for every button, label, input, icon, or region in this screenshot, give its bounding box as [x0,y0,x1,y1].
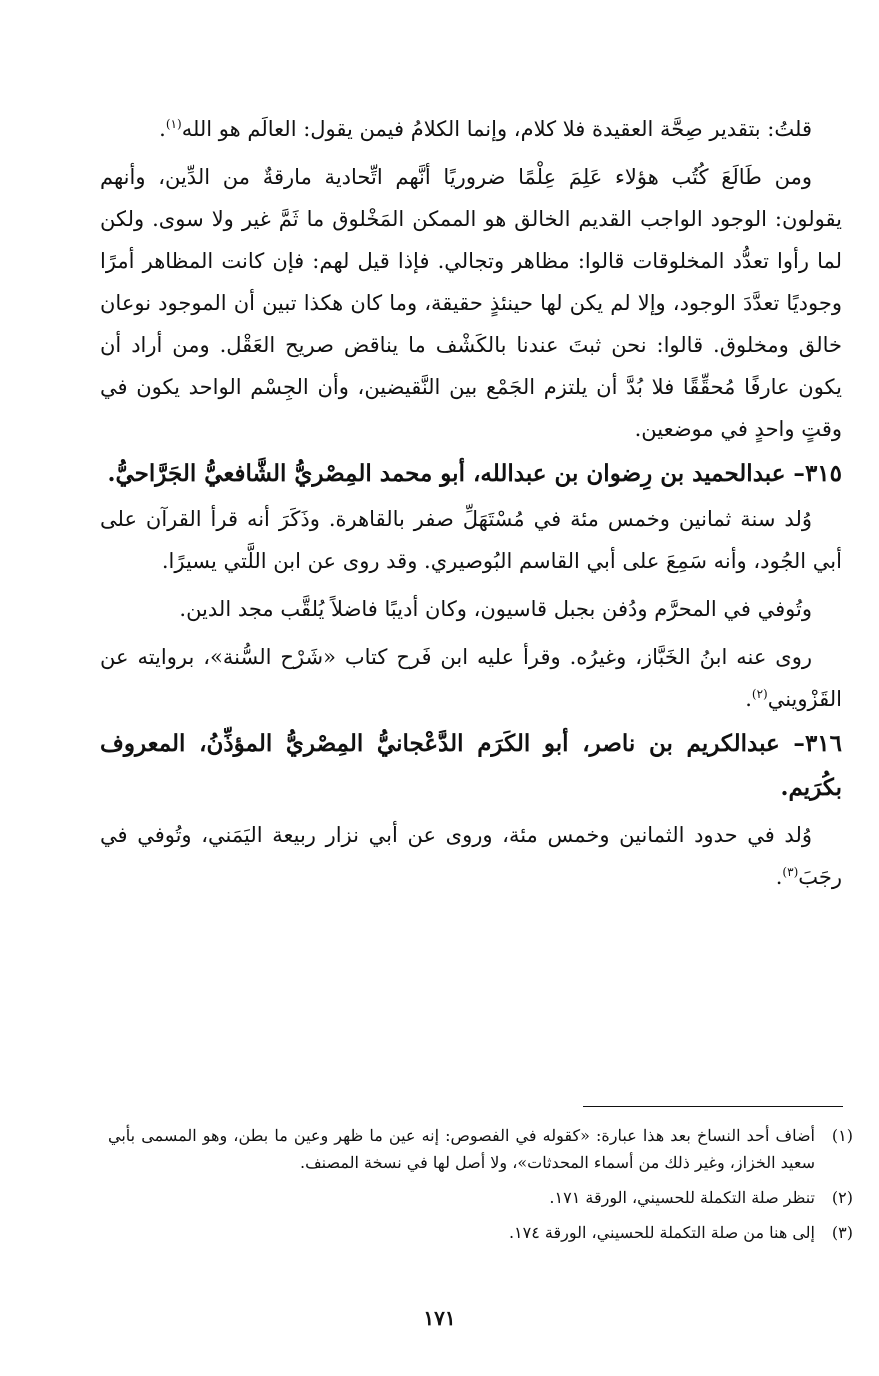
footnote-ref-1: (١) [165,117,182,131]
paragraph-316-birth [100,814,842,898]
paragraph-text: قلتُ: بتقدير صِحَّة العقيدة فلا كلام، وإنما الكلامُ فيمن يقول: العالَم هو الله [181,117,812,141]
page-number: ١٧١ [423,1306,456,1330]
paragraph-text: ومن طَالَعَ كُتُب هؤلاء عَلِمَ عِلْمًا ضروريًا أنَّهم اتِّحادية مارقةٌ من الدِّين، وأنهم يقولون: الوجود الواجب القديم الخالق هو الممكن المَخْلوق ما ثَمَّ غير ولا سوى. ولكن لما رأوا تعدُّد المخلوقات قالوا: مظاهر وتجالي. فإذا قيل لهم: فإن كانت المظاهر أمرًا وجوديًا تعدَّدَ الوجود، وإلا لم يكن لها حينئذٍ حقيقة، وما كان هكذا تبين أن الموجود نوعان خالق ومخلوق. قالوا: نحن ثبتَ عندنا بالكَشْف ما يناقض صريح العَقْل. ومن أراد أن يكون عارفًا مُحقِّقًا فلا بُدَّ أن يلتزم الجَمْع بين النَّقيضين، وأن الجِسْم الواحد يكون في وقتٍ واحدٍ في موضعين. [100,165,842,441]
paragraph-end: . [775,865,783,889]
paragraph-end: . [159,117,166,141]
paragraph-comment [100,108,842,150]
footnote-text: تنظر صلة التكملة للحسيني، الورقة ١٧١. [549,1188,815,1207]
paragraph-315-narrators [100,636,842,720]
footnote-separator [583,1106,843,1107]
footnote-text: أضاف أحد النساخ بعد هذا عبارة: «كقوله في الفصوص: إنه عين ما ظهر وعين ما بطن، وهو المسمى بأبي سعيد الخزاز، وغير ذلك من أسماء المحدثات»، ولا أصل لها في نسخة المصنف. [108,1126,815,1172]
footnote-ref-2: (٢) [751,687,768,701]
paragraph-text: وُلد في حدود الثمانين وخمس مئة، وروى عن أبي نزار ربيعة اليَمَني، وتُوفي في رجَبَ [100,823,842,889]
footnote-number: (٣) [831,1223,853,1242]
paragraph-315-death [100,588,842,630]
footnotes [108,1122,853,1254]
paragraph-text: وتُوفي في المحرَّم ودُفن بجبل قاسيون، وكان أديبًا فاضلاً يُلقَّب مجد الدين. [179,597,812,621]
paragraph-ittihadiya [100,156,842,450]
paragraph-315-birth [100,498,842,582]
footnote-1 [108,1122,853,1176]
entry-heading-315: ٣١٥– عبدالحميد بن رِضوان بن عبدالله، أبو محمد المِصْريُّ الشَّافعيُّ الجَرَّاحيُّ. [107,460,842,487]
footnote-ref-3: (٣) [782,865,799,879]
paragraph-text: روى عنه ابنُ الخَبَّاز، وغيرُه. وقرأ عليه ابن فَرح كتاب «شَرْح السُّنة»، بروايته عن القَزْويني [100,645,842,711]
footnote-number: (٢) [831,1188,853,1207]
footnote-2 [108,1184,853,1211]
entry-heading-316: ٣١٦– عبدالكريم بن ناصر، أبو الكَرَم الدَّعْجانيُّ المِصْريُّ المؤذِّنُ، المعروف بكُرَيم. [100,730,842,801]
main-text [100,108,842,898]
footnote-number: (١) [831,1126,853,1145]
paragraph-text: وُلد سنة ثمانين وخمس مئة في مُسْتَهَلِّ صفر بالقاهرة. وذَكَرَ أنه قرأ القرآن على أبي الجُود، وأنه سَمِعَ على أبي القاسم البُوصيري. وقد روى عن ابن اللَّتي يسيرًا. [100,507,842,573]
footnote-3 [108,1219,853,1246]
footnote-text: إلى هنا من صلة التكملة للحسيني، الورقة ١٧٤. [508,1223,815,1242]
paragraph-end: . [745,687,752,711]
